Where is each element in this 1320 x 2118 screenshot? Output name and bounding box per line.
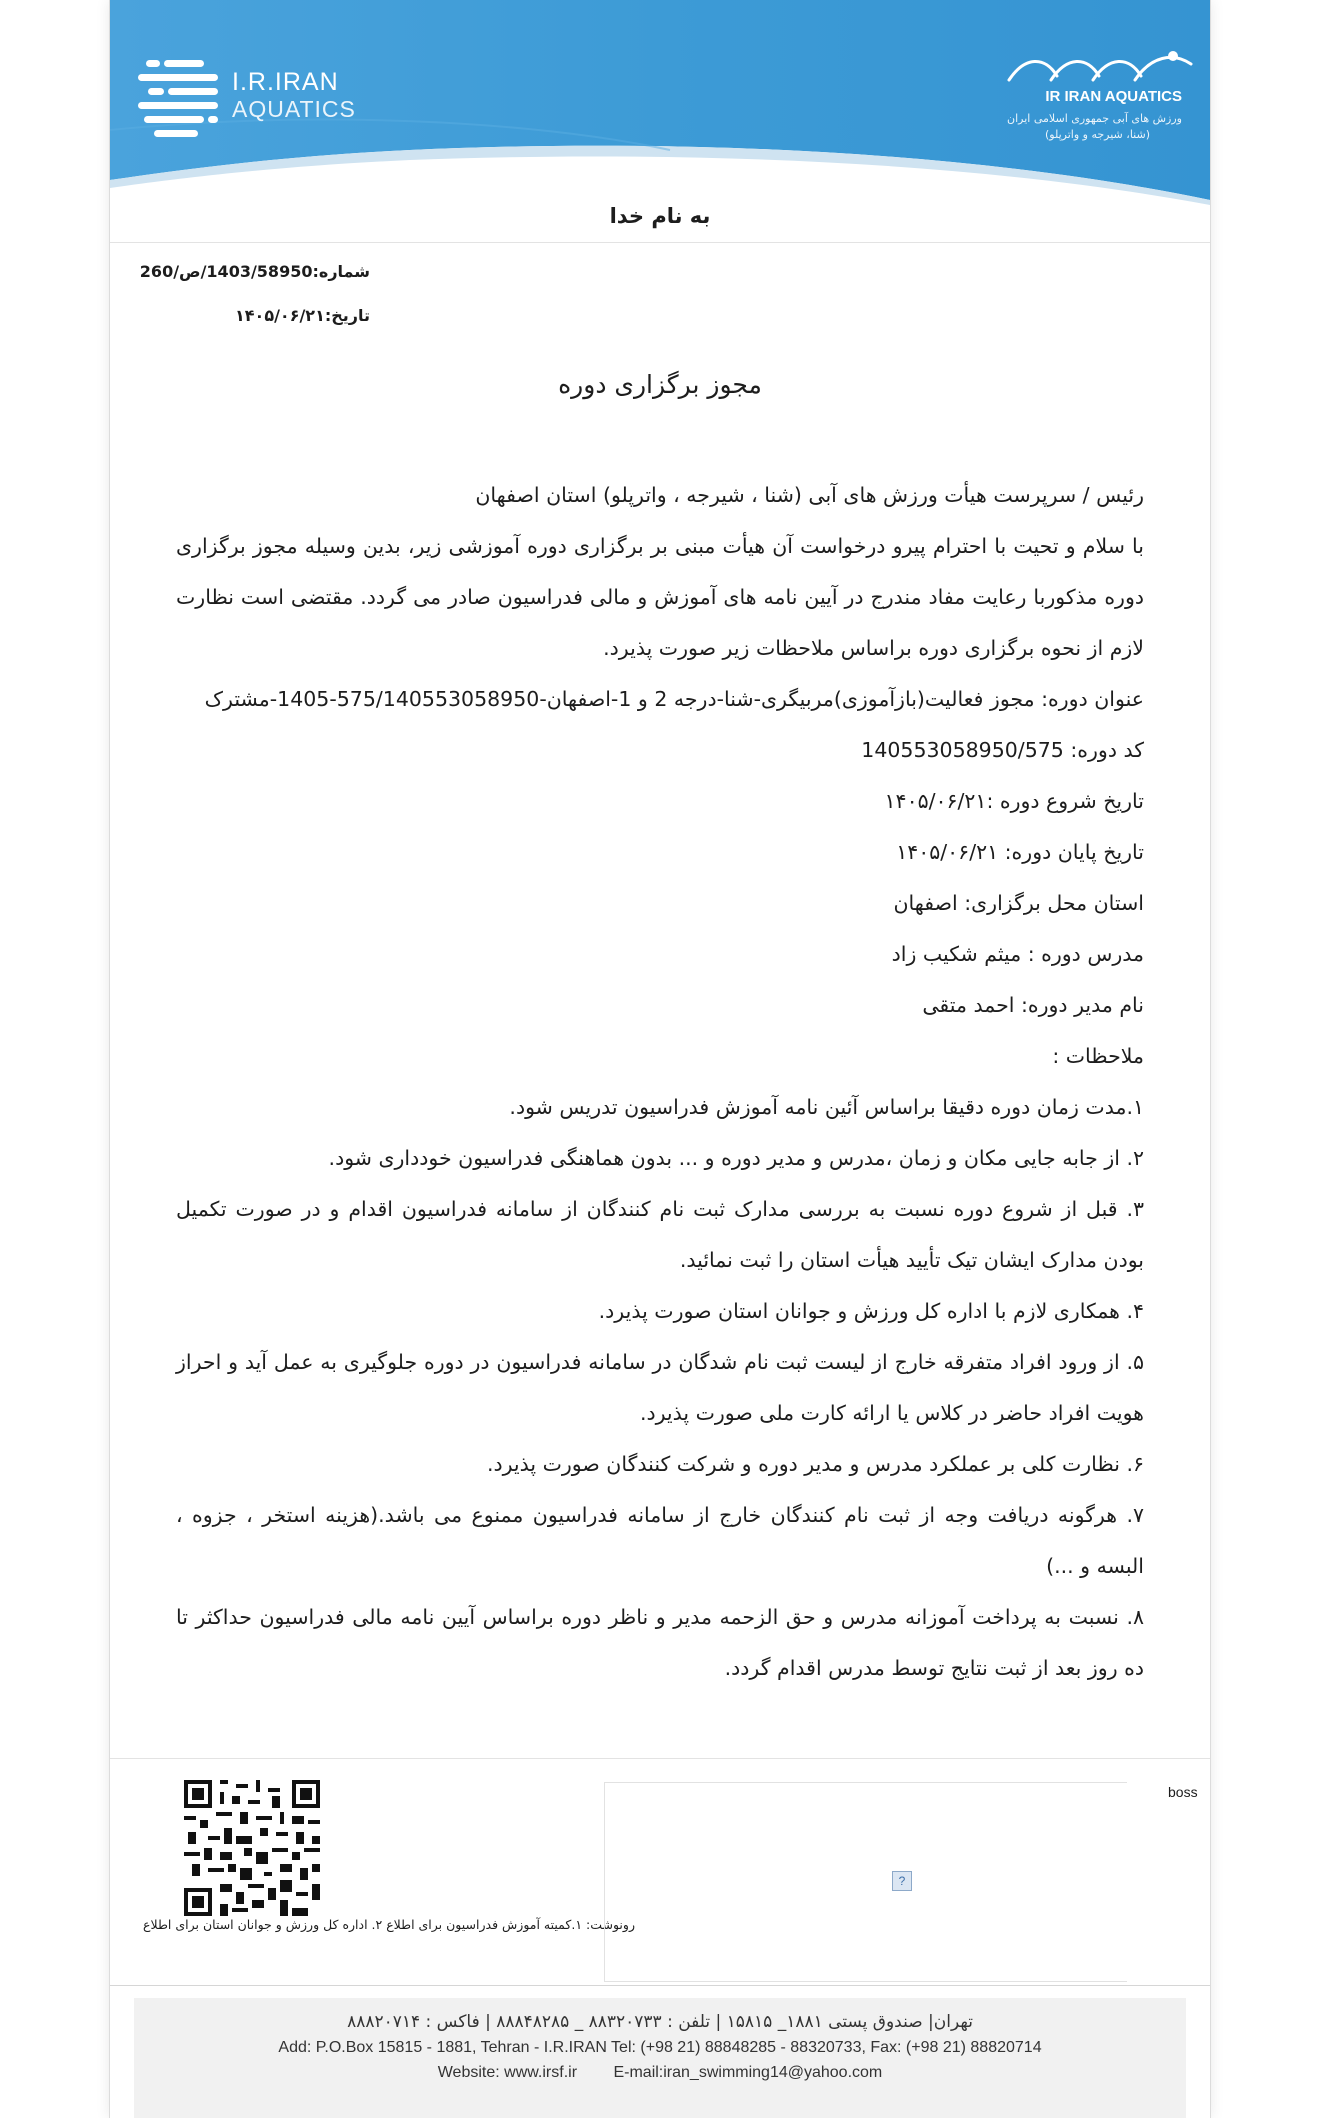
note-item: ۶. نظارت کلی بر عملکرد مدرس و مدیر دوره و شرکت کنندگان صورت پذیرد. <box>486 1452 1144 1476</box>
footer-contact <box>134 2064 1186 2082</box>
course-instructor: مدرس دوره : میثم شکیب زاد <box>891 942 1144 966</box>
brand-right-line3: (شنا، شیرجه و واترپلو) <box>1044 128 1150 141</box>
carbon-copy-note: رونوشت: ۱.کمیته آموزش فدراسیون برای اطلاع ۲. اداره کل ورزش و جوانان استان برای اطلاع <box>143 1917 635 1932</box>
course-code: کد دوره: 140553058950/575 <box>861 738 1144 762</box>
footer-address-en: Add: P.O.Box 15815 - 1881, Tehran - I.R.IRAN Tel: (+98 21) 88848285 - 88320733, Fax: (+98 21) 88820714 <box>278 2039 1042 2056</box>
course-end-date: تاریخ پایان دوره: ۱۴۰۵/۰۶/۲۱ <box>896 840 1144 864</box>
letter-page <box>110 0 1210 2118</box>
brand-left-line2: AQUATICS <box>232 96 356 122</box>
recipient-line: رئیس / سرپرست هیأت ورزش های آبی (شنا ، شیرجه ، واترپلو) استان اصفهان <box>475 483 1144 507</box>
course-province: استان محل برگزاری: اصفهان <box>893 891 1144 915</box>
note-item: ۴. همکاری لازم با اداره کل ورزش و جوانان استان صورت پذیرد. <box>598 1299 1144 1323</box>
note-item: ۲. از جابه جایی مکان و زمان ،مدرس و مدیر دوره و ... بدون هماهنگی فدراسیون خودداری شود. <box>328 1146 1144 1170</box>
brand-left-line1: I.R.IRAN <box>232 68 339 96</box>
footer-email-link[interactable]: E-mail:iran_swimming14@yahoo.com <box>613 2064 883 2081</box>
signature-box <box>604 1782 1127 1982</box>
footer-address-fa: تهران| صندوق پستی ۱۸۸۱_ ۱۵۸۱۵ | تلفن : ۸۸۳۲۰۷۳۳ _ ۸۸۸۴۸۲۸۵ | فاکس : ۸۸۸۲۰۷۱۴ <box>347 2012 973 2032</box>
qr-code-icon <box>184 1780 320 1916</box>
note-item: ۱.مدت زمان دوره دقیقا براساس آئین نامه آموزش فدراسیون تدریس شود. <box>509 1095 1144 1119</box>
header-divider <box>110 242 1210 243</box>
course-start-date: تاریخ شروع دوره :۱۴۰۵/۰۶/۲۱ <box>884 789 1144 813</box>
body-divider <box>110 1758 1210 1759</box>
course-title: عنوان دوره: مجوز فعالیت(بازآموزی)مربیگری-شنا-درجه 2 و 1-اصفهان-575/140553058950-1405-مشترک <box>204 687 1144 711</box>
broken-image-icon: ? <box>892 1871 912 1891</box>
intro-paragraph: با سلام و تحیت با احترام پیرو درخواست آن هیأت مبنی بر برگزاری دوره آموزشی زیر، بدین وسیله مجوز برگزاری دوره مذکوربا رعایت مفاد مندرج در آیین نامه های آموزش و مالی فدراسیون صادر می گردد. مقتضی است نظارت لازم از نحوه برگزاری دوره براساس ملاحظات زیر صورت پذیرد. <box>176 534 1144 660</box>
note-item: ۳. قبل از شروع دوره نسبت به بررسی مدارک ثبت نام کنندگان از سامانه فدراسیون اقدام و در صورت تکمیل بودن مدارک ایشان تیک تأیید هیأت استان را ثبت نمائید. <box>176 1197 1144 1272</box>
letter-number: شماره:1403/58950/ص/260 <box>139 262 370 281</box>
brand-right-line2: ورزش های آبی جمهوری اسلامی ایران <box>1007 112 1182 125</box>
letter-date: تاریخ:۱۴۰۵/۰۶/۲۱ <box>235 306 370 325</box>
course-manager: نام مدیر دوره: احمد متقی <box>922 993 1144 1017</box>
notes-heading: ملاحظات : <box>1052 1044 1144 1068</box>
footer-website-link[interactable]: Website: www.irsf.ir <box>437 2064 578 2081</box>
signature-label: boss <box>1168 1784 1198 1800</box>
document-title: مجوز برگزاری دوره <box>558 370 762 399</box>
note-item: ۵. از ورود افراد متفرقه خارج از لیست ثبت نام شدگان در سامانه فدراسیون در دوره جلوگیری به عمل آید و احراز هویت افراد حاضر در کلاس یا ارائه کارت ملی صورت پذیرد. <box>176 1350 1144 1425</box>
letter-body <box>176 470 1144 1694</box>
footer-divider <box>110 1985 1210 1986</box>
note-item: ۷. هرگونه دریافت وجه از ثبت نام کنندگان خارج از سامانه فدراسیون ممنوع می باشد.(هزینه استخر ، جزوه ، البسه و ...) <box>176 1503 1144 1578</box>
basmala-heading: به نام خدا <box>609 204 711 228</box>
brand-right-line1: IR IRAN AQUATICS <box>1045 88 1182 105</box>
letter-footer <box>134 1998 1186 2118</box>
note-item: ۸. نسبت به پرداخت آموزانه مدرس و حق الزحمه مدیر و ناظر دوره براساس آیین نامه مالی فدراسیون حداکثر تا ده روز بعد از ثبت نتایج توسط مدرس اقدام گردد. <box>176 1605 1144 1680</box>
